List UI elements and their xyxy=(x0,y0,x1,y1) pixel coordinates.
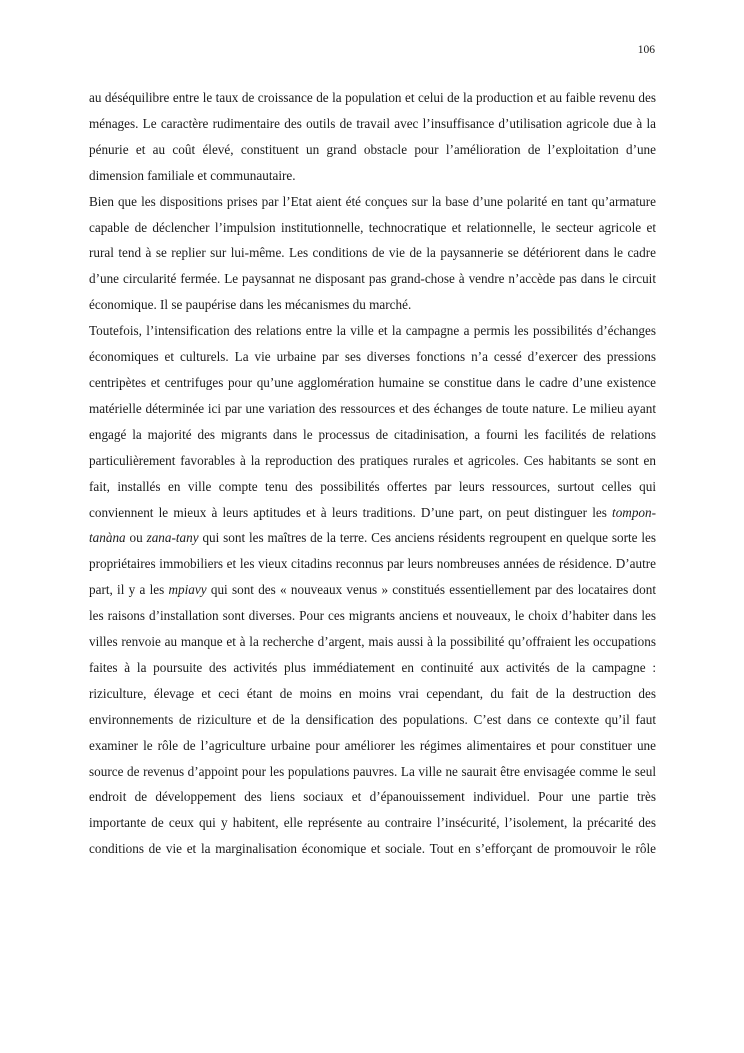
body-text xyxy=(89,85,656,862)
page-number: 106 xyxy=(637,44,655,56)
paragraph-3-text-d: qui sont des « nouveaux venus » constitués essentiellement par des locataires dont les raisons d’installation sont diverses. Pour ces migrants anciens et nouveaux, le choix d’habiter dans les villes renvoie au manque et à la recherche d’argent, mais aussi à la possibilité qu’offraient les occupations faites à la poursuite des activités plus immédiatement en continuité aux activités de la campagne : riziculture, élevage et ceci étant de moins en moins vrai cependant, du fait de la destruction des environnements de riziculture et de la densification des populations. C’est dans ce contexte qu’il faut examiner le rôle de l’agriculture urbaine pour améliorer les régimes alimentaires et pour constituer une source de revenus d’appoint pour les populations pauvres. La ville ne saurait être envisagée comme le seul endroit de développement des liens sociaux et d’épanouissement individuel. Pour une partie très importante de ceux qui y habitent, elle représente au contraire l’insécurité, l’isolement, la précarité des conditions de vie et la marginalisation économique et sociale. Tout en s’efforçant de promouvoir le rôle xyxy=(89,582,656,857)
paragraph-3 xyxy=(89,318,656,862)
term-tompon-tanana: tompon-tanàna xyxy=(89,504,656,546)
paragraph-3-text-b: ou xyxy=(125,530,147,546)
paragraph-2: Bien que les dispositions prises par l’Etat aient été conçues sur la base d’une polarité en tant qu’armature capable de déclencher l’impulsion institutionnelle, technocratique et relationnelle, le secteur agricole et rural tend à se replier sur lui-même. Les conditions de vie de la paysannerie se détériorent dans le cadre d’une circularité fermée. Le paysannat ne disposant pas grand-chose à vendre n’accède pas dans le circuit économique. Il se paupérise dans les mécanismes du marché. xyxy=(89,193,656,313)
paragraph-3-text-a: Toutefois, l’intensification des relations entre la ville et la campagne a permis les possibilités d’échanges économiques et culturels. La vie urbaine par ses diverses fonctions n’a cessé d’exercer des pressions centripètes et centrifuges pour qu’une agglomération humaine se constitue dans le cadre d’une existence matérielle déterminée ici par une variation des ressources et des échanges de toute nature. Le milieu ayant engagé la majorité des migrants dans le processus de citadinisation, a fourni les facilités de relations particulièrement favorables à la reproduction des pratiques rurales et agricoles. Ces habitants se sont en fait, installés en ville compte tenu des possibilités offertes par leurs ressources, surtout celles qui conviennent le mieux à leurs aptitudes et à leurs traditions. D’une part, on peut distinguer les xyxy=(89,323,656,520)
term-zana-tany: zana-tany xyxy=(146,530,199,546)
paragraph-1: au déséquilibre entre le taux de croissance de la population et celui de la production et au faible revenu des ménages. Le caractère rudimentaire des outils de travail avec l’insuffisance d’utilisation agricole due à la pénurie et au coût élevé, constituent un grand obstacle pour l’amélioration de l’exploitation d’une dimension familiale et communautaire. xyxy=(89,90,656,183)
paragraph-3-text-c: qui sont les maîtres de la terre. Ces anciens résidents regroupent en quelque sorte les propriétaires immobiliers et les vieux citadins reconnus par leurs nombreuses années de résidence. D’autre part, il y a les xyxy=(89,530,657,598)
term-mpiavy: mpiavy xyxy=(168,582,207,598)
